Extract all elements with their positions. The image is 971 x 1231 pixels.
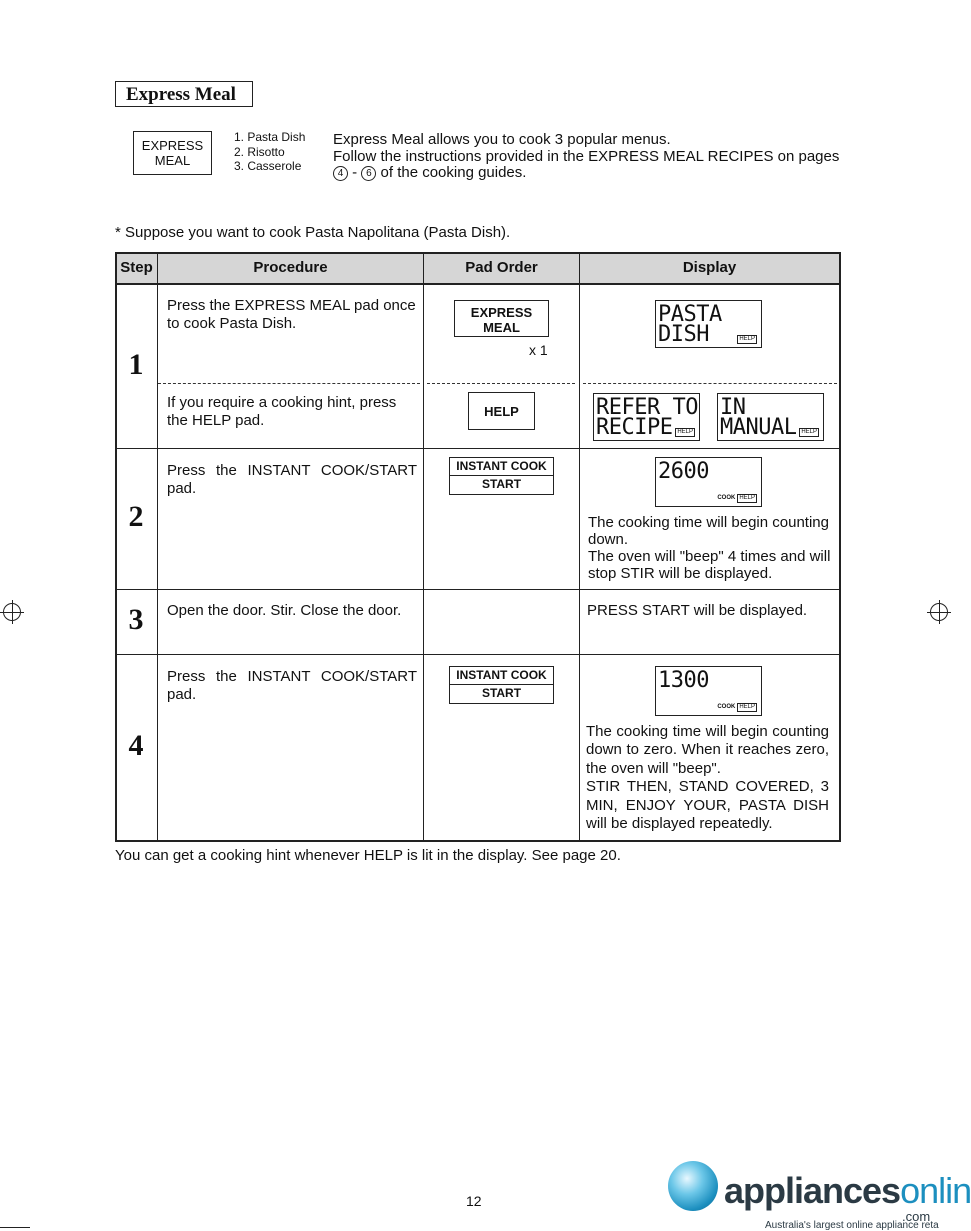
lcd-line: IN <box>720 395 746 420</box>
dashed-divider <box>583 383 837 384</box>
intro-text <box>333 132 843 182</box>
menu-list-item: 3. Casserole <box>234 159 302 173</box>
cook-indicator: COOK <box>717 704 736 710</box>
intro-line <box>333 165 843 182</box>
lcd-line: 2600 <box>658 459 709 484</box>
display-note: The cooking time will begin counting down to zero. When it reaches zero, the oven will "beep". STIR THEN, STAND COVERED, 3 MIN, ENJOY YOUR, PASTA DISH will be displayed repeatedly. <box>586 723 829 833</box>
lcd-indicators <box>797 428 819 437</box>
header-step: Step <box>120 259 153 276</box>
intro-line-tail: of the cooking guides. <box>376 164 527 181</box>
press-count: x 1 <box>529 342 548 358</box>
help-indicator: HELP <box>677 429 693 435</box>
pad-label-line: MEAL <box>483 320 520 335</box>
step-procedure: Press the EXPRESS MEAL pad once to cook Pasta Dish. <box>167 297 416 332</box>
lcd-line: 1300 <box>658 668 709 693</box>
example-note: * Suppose you want to cook Pasta Napolitana (Pasta Dish). <box>115 224 511 241</box>
table-column-rule <box>579 252 580 842</box>
table-border <box>115 840 840 842</box>
logo-com: .com <box>902 1209 931 1224</box>
help-indicator: HELP <box>739 495 755 501</box>
pad-label-line: INSTANT COOK <box>450 667 553 685</box>
pad-label-line: MEAL <box>154 153 191 168</box>
menu-list-item: 1. Pasta Dish <box>234 130 306 144</box>
header-pad-order: Pad Order <box>465 259 538 276</box>
dashed-divider <box>427 383 575 384</box>
page-number: 12 <box>466 1193 482 1209</box>
express-meal-pad-illustration <box>133 131 212 175</box>
dashed-divider <box>158 383 420 384</box>
header-display: Display <box>682 259 737 276</box>
table-rule <box>115 283 840 285</box>
lcd-display <box>655 457 762 507</box>
lcd-line: MANUAL <box>720 415 797 440</box>
step-procedure: Open the door. Stir. Close the door. <box>167 602 402 619</box>
help-indicator: HELP <box>801 429 817 435</box>
instant-cook-start-pad <box>449 457 554 495</box>
lcd-line: RECIPE <box>596 415 673 440</box>
pad-label-line: START <box>481 477 522 491</box>
table-rule <box>115 654 840 655</box>
instant-cook-start-pad <box>449 666 554 704</box>
table-border <box>839 252 841 842</box>
intro-line: Follow the instructions provided in the EXPRESS MEAL RECIPES on pages <box>333 147 840 165</box>
express-meal-pad <box>454 300 549 337</box>
step-number: 3 <box>128 603 144 636</box>
step-number: 1 <box>128 348 144 381</box>
lcd-display <box>655 300 762 348</box>
logo-brand-b: onlin <box>900 1170 971 1211</box>
page-ref-circle: 6 <box>361 166 376 181</box>
lcd-indicators <box>735 335 757 344</box>
crop-mark <box>0 1227 30 1228</box>
lcd-indicators <box>717 494 757 503</box>
lcd-indicators <box>673 428 695 437</box>
step-procedure: If you require a cooking hint, press the HELP pad. <box>167 394 397 429</box>
lcd-display <box>655 666 762 716</box>
footer-note: You can get a cooking hint whenever HELP is lit in the display. See page 20. <box>115 847 621 864</box>
display-note: The cooking time will begin counting down. The oven will "beep" 4 times and will stop STIR will be displayed. <box>588 514 831 582</box>
logo-wordmark <box>724 1170 971 1212</box>
pad-label-line: START <box>481 686 522 700</box>
page-ref-separator: - <box>348 164 362 181</box>
display-note: PRESS START will be displayed. <box>587 602 808 619</box>
lcd-line: REFER TO <box>596 395 698 420</box>
logo-brand-a: appliances <box>724 1170 901 1211</box>
lcd-display <box>593 393 700 441</box>
logo-globe-icon <box>668 1161 718 1211</box>
header-procedure: Procedure <box>253 259 328 276</box>
lcd-line: PASTA <box>658 302 722 327</box>
pad-label-line: EXPRESS <box>470 305 533 320</box>
intro-line: Express Meal allows you to cook 3 popular menus. <box>333 131 671 148</box>
section-title: Express Meal <box>115 81 253 107</box>
step-number: 2 <box>128 500 144 533</box>
table-rule <box>115 448 840 449</box>
step-procedure: Press the INSTANT COOK/START pad. <box>167 668 417 703</box>
lcd-line: DISH <box>658 322 709 347</box>
table-rule <box>115 589 840 590</box>
pad-label-line: EXPRESS <box>141 138 204 153</box>
registration-mark-icon <box>3 603 21 621</box>
menu-list <box>234 130 305 174</box>
logo-tagline: Australia's largest online appliance reta <box>765 1220 939 1231</box>
menu-list-item: 2. Risotto <box>234 144 285 159</box>
lcd-indicators <box>717 703 757 712</box>
pad-label-line: INSTANT COOK <box>450 458 553 476</box>
registration-mark-icon <box>930 603 948 621</box>
help-pad: HELP <box>468 392 535 430</box>
cook-indicator: COOK <box>717 495 736 501</box>
table-column-rule <box>157 252 158 842</box>
step-procedure: Press the INSTANT COOK/START pad. <box>167 462 417 497</box>
lcd-display <box>717 393 824 441</box>
help-indicator: HELP <box>739 704 755 710</box>
page-ref-circle: 4 <box>333 166 348 181</box>
step-number: 4 <box>128 729 144 762</box>
help-indicator: HELP <box>739 336 755 342</box>
table-column-rule <box>423 252 424 842</box>
